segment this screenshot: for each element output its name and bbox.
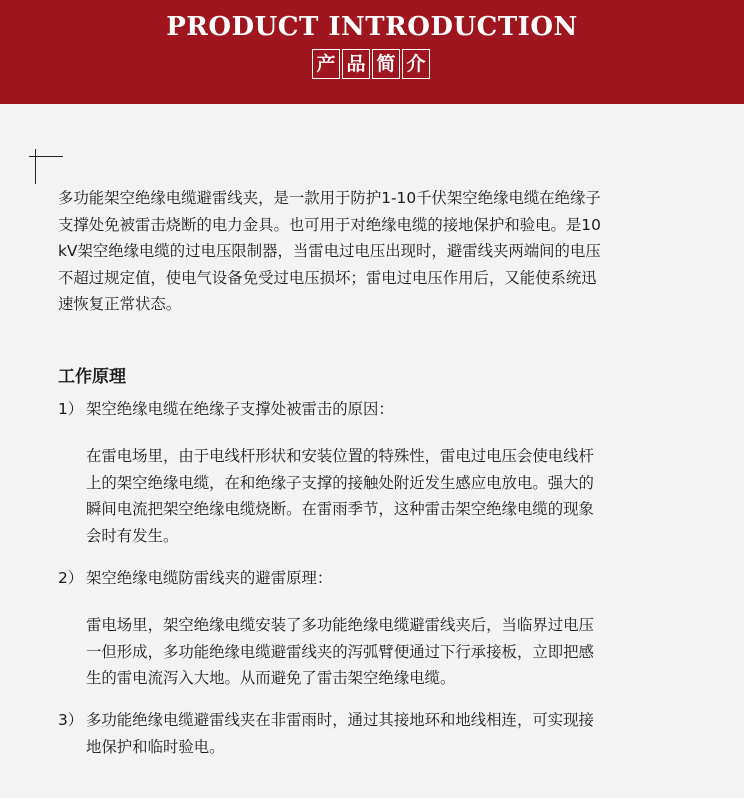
item-body-line: 生的雷电流泻入大地。从而避免了雷击架空绝缘电缆。 [86,669,456,687]
intro-line: 速恢复正常状态。 [58,295,182,313]
principle-item-heading [58,565,332,591]
principle-item-body [86,612,594,692]
header-banner [0,0,744,104]
banner-title-en: PRODUCT INTRODUCTION [166,12,578,42]
principle-item-body [86,443,594,549]
intro-line: kV架空绝缘电缆的过电压限制器，当雷电过电压出现时，避雷线夹两端间的电压 [58,242,601,260]
item-body-line: 上的架空绝缘电缆，在和绝缘子支撑的接触处附近发生感应电放电。强大的 [86,473,594,492]
principle-item-heading [58,396,394,422]
item-heading-text: 多功能绝缘电缆避雷线夹在非雷雨时，通过其接地环和地线相连，可实现接 [86,711,594,729]
item-number: 2） [58,569,84,587]
item-body-line: 会时有发生。 [86,526,179,545]
banner-title-cn-char: 品 [342,49,370,79]
item-heading-cont-line: 地保护和临时验电。 [86,738,225,756]
principle-item-heading [58,707,594,733]
item-body-line: 瞬间电流把架空绝缘电缆烧断。在雷雨季节，这种雷击架空绝缘电缆的现象 [86,500,594,518]
banner-title-cn-char: 介 [402,49,430,79]
section-title: 工作原理 [58,367,126,387]
intro-line: 不超过规定值，使电气设备免受过电压损坏；雷电过电压作用后，又能使系统迅 [58,268,597,287]
banner-title-cn-char: 产 [312,49,340,79]
item-body-line: 一但形成，多功能绝缘电缆避雷线夹的泻弧臂便通过下行承接板，立即把感 [86,642,594,661]
intro-line: 支撑处免被雷击烧断的电力金具。也可用于对绝缘电缆的接地保护和验电。是10 [58,215,601,234]
principle-item-heading-continued [86,734,225,761]
item-body-line: 在雷电场里，由于电线杆形状和安装位置的特殊性，雷电过电压会使电线杆 [86,447,594,465]
item-body-line: 雷电场里，架空绝缘电缆安装了多功能绝缘电缆避雷线夹后，当临界过电压 [86,616,594,634]
corner-mark-vertical [35,149,36,184]
intro-paragraph [58,185,694,318]
item-number: 3） [58,711,84,729]
intro-line: 多功能架空绝缘电缆避雷线夹，是一款用于防护1-10千伏架空绝缘电缆在绝缘子 [58,189,601,207]
banner-title-cn [312,49,430,79]
item-heading-text: 架空绝缘电缆在绝缘子支撑处被雷击的原因： [86,400,394,418]
item-heading-text: 架空绝缘电缆防雷线夹的避雷原理： [86,569,333,587]
item-number: 1） [58,400,84,418]
banner-title-cn-char: 简 [372,49,400,79]
